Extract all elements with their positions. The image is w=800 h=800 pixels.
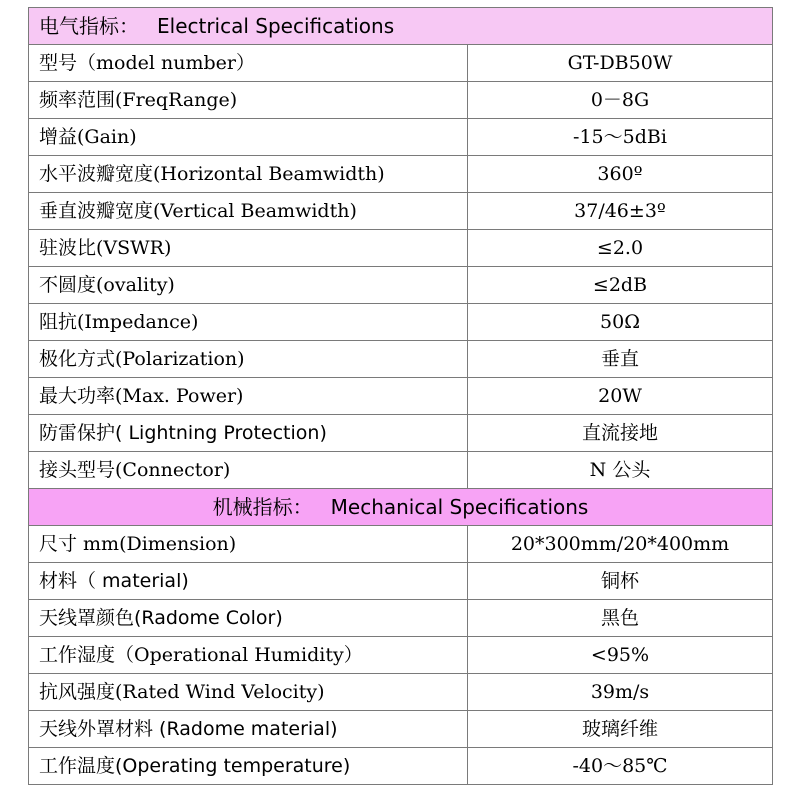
spec-row	[29, 526, 773, 563]
spec-value: ≤2.0	[468, 230, 773, 267]
spec-value: 0－8G	[468, 82, 773, 119]
spec-value: N 公头	[468, 452, 773, 489]
spec-row	[29, 267, 773, 304]
spec-value: 20*300mm/20*400mm	[468, 526, 773, 563]
spec-label: 防雷保护( Lightning Protection)	[29, 415, 468, 452]
spec-value: 黑色	[468, 600, 773, 637]
spec-row	[29, 341, 773, 378]
spec-label: 频率范围(FreqRange)	[29, 82, 468, 119]
electrical-title-en: Electrical Specifications	[157, 14, 395, 38]
spec-label: 驻波比(VSWR)	[29, 230, 468, 267]
spec-value: 37/46±3º	[468, 193, 773, 230]
spec-label: 水平波瓣宽度(Horizontal Beamwidth)	[29, 156, 468, 193]
spec-value: -40～85℃	[468, 748, 773, 785]
spec-label: 垂直波瓣宽度(Vertical Beamwidth)	[29, 193, 468, 230]
spec-label: 极化方式(Polarization)	[29, 341, 468, 378]
spec-row	[29, 378, 773, 415]
spec-row	[29, 600, 773, 637]
spec-row	[29, 45, 773, 82]
spec-label: 不圆度(ovality)	[29, 267, 468, 304]
spec-value: 直流接地	[468, 415, 773, 452]
mechanical-title-cn: 机械指标：	[212, 495, 313, 519]
mechanical-header	[29, 489, 773, 526]
spec-label: 抗风强度(Rated Wind Velocity)	[29, 674, 468, 711]
spec-value: 360º	[468, 156, 773, 193]
spec-label: 增益(Gain)	[29, 119, 468, 156]
mechanical-title	[29, 489, 773, 526]
spec-value: 玻璃纤维	[468, 711, 773, 748]
spec-value: 垂直	[468, 341, 773, 378]
spec-row	[29, 156, 773, 193]
spec-label: 阻抗(Impedance)	[29, 304, 468, 341]
spec-value: <95%	[468, 637, 773, 674]
spec-row	[29, 304, 773, 341]
spec-label: 最大功率(Max. Power)	[29, 378, 468, 415]
spec-row	[29, 82, 773, 119]
spec-row	[29, 415, 773, 452]
electrical-title	[29, 8, 773, 45]
spec-label: 材料（ material)	[29, 563, 468, 600]
spec-label: 接头型号(Connector)	[29, 452, 468, 489]
spec-label: 工作温度(Operating temperature)	[29, 748, 468, 785]
spec-row	[29, 637, 773, 674]
spec-row	[29, 193, 773, 230]
spec-row	[29, 119, 773, 156]
spec-value: ≤2dB	[468, 267, 773, 304]
spec-label: 天线外罩材料 (Radome material)	[29, 711, 468, 748]
spec-value: 39m/s	[468, 674, 773, 711]
spec-label: 工作湿度（Operational Humidity）	[29, 637, 468, 674]
spec-row	[29, 452, 773, 489]
spec-value: 50Ω	[468, 304, 773, 341]
mechanical-title-en: Mechanical Specifications	[330, 495, 589, 519]
spec-label: 天线罩颜色(Radome Color)	[29, 600, 468, 637]
electrical-header	[29, 8, 773, 45]
spec-table	[28, 7, 773, 785]
spec-row	[29, 711, 773, 748]
spec-row	[29, 674, 773, 711]
spec-row	[29, 748, 773, 785]
spec-label: 尺寸 mm(Dimension)	[29, 526, 468, 563]
spec-value: GT-DB50W	[468, 45, 773, 82]
spec-row	[29, 563, 773, 600]
spec-value: -15～5dBi	[468, 119, 773, 156]
spec-value: 20W	[468, 378, 773, 415]
spec-row	[29, 230, 773, 267]
spec-label: 型号（model number）	[29, 45, 468, 82]
spec-value: 铜杯	[468, 563, 773, 600]
electrical-title-cn: 电气指标：	[39, 14, 139, 38]
